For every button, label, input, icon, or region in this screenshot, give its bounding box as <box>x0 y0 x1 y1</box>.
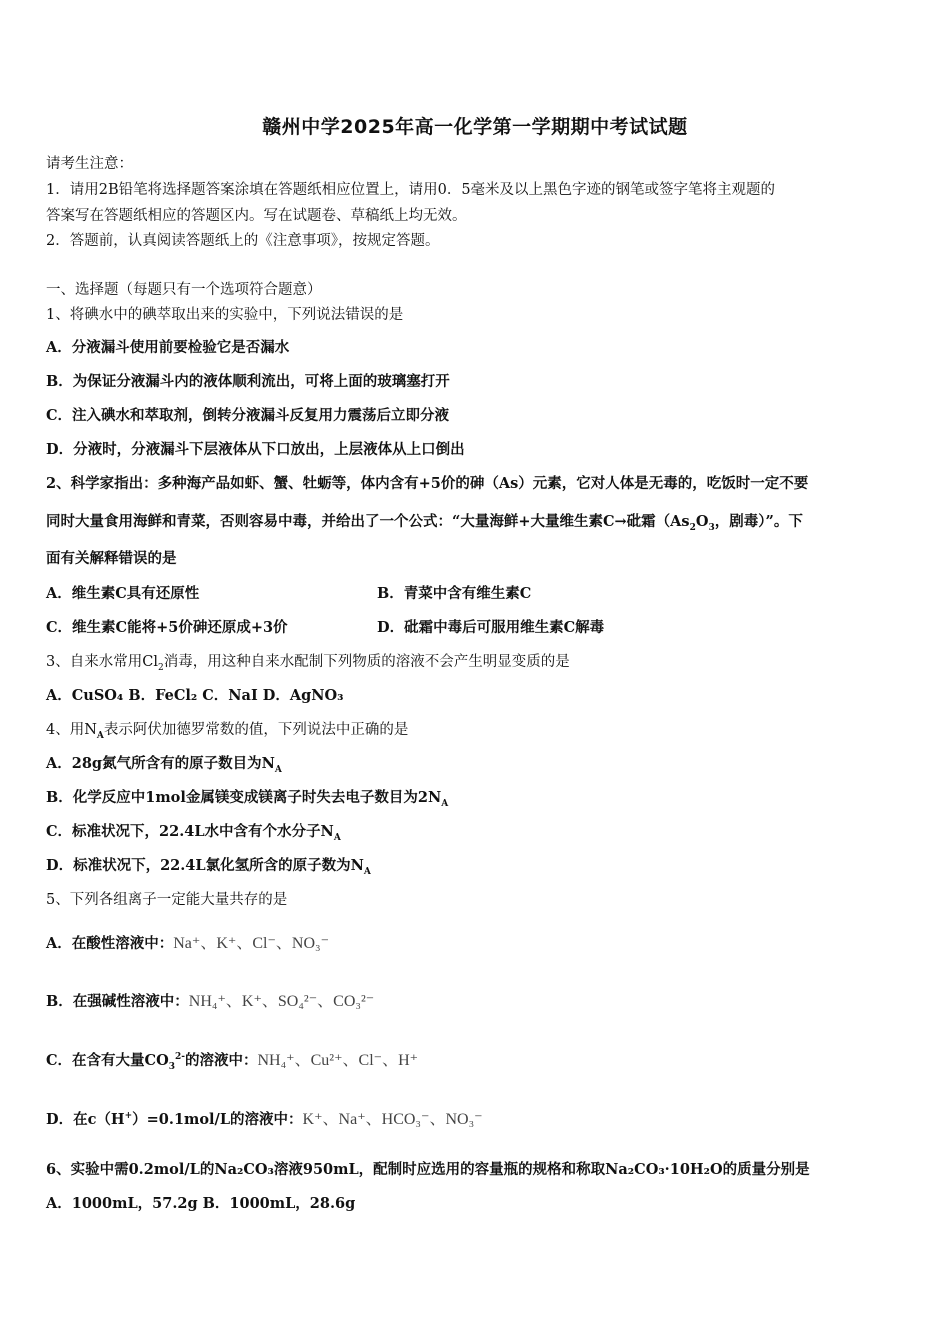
q5-option-b: B．在强碱性溶液中：NH₄⁺、K⁺、SO₄²⁻、CO₃²⁻ <box>46 993 375 1010</box>
q2-stem-line-3: 面有关解释错误的是 <box>46 550 177 567</box>
q3-stem: 3、自来水常用$Cl_2$消毒，用这种自来水配制下列物质的溶液不会产生明显变质的是 <box>46 654 570 673</box>
q5-c-ions: NH₄⁺、Cu²⁺、Cl⁻、H⁺ <box>257 1052 419 1069</box>
q5-option-c: C．在含有大量$CO_3^{2-}$的溶液中：NH₄⁺、Cu²⁺、Cl⁻、H⁺ <box>46 1052 419 1072</box>
page-title: 赣州中学2025年高一化学第一学期期中考试试题 <box>262 116 688 138</box>
q3-options: A．CuSO₄ B．FeCl₂ C．NaI D．AgNO₃ <box>46 687 344 704</box>
q4-option-c: C．标准状况下，22.4L水中含有个水分子$N_A$ <box>46 823 341 843</box>
q5-b-ions: NH₄⁺、K⁺、SO₄²⁻、CO₃²⁻ <box>188 993 375 1010</box>
q5-stem: 5、下列各组离子一定能大量共存的是 <box>46 892 288 908</box>
notice-item-1-line-2: 答案写在答题纸相应的答题区内。写在试题卷、草稿纸上均无效。 <box>46 208 467 224</box>
notice-item-2: 2．答题前，认真阅读答题纸上的《注意事项》，按规定答题。 <box>46 233 440 249</box>
q5-d-ions: K⁺、Na⁺、HCO₃⁻、NO₃⁻ <box>302 1111 483 1128</box>
q4-option-b: B．化学反应中1mol金属镁变成镁离子时失去电子数目为$2N_A$ <box>46 789 449 809</box>
section-heading: 一、选择题（每题只有一个选项符合题意） <box>46 282 322 298</box>
notice-heading: 请考生注意： <box>46 156 133 172</box>
q2-option-d: D．砒霜中毒后可服用维生素C解毒 <box>377 619 605 636</box>
q4-option-d: D．标准状况下，22.4L氯化氢所含的原子数为$N_A$ <box>46 857 371 877</box>
q1-option-b: B．为保证分液漏斗内的液体顺利流出，可将上面的玻璃塞打开 <box>46 373 450 390</box>
q2-stem-line-1: 2、科学家指出：多种海产品如虾、蟹、牡蛎等，体内含有+5价的砷（As）元素，它对人体是无毒的，吃饭时一定不要 <box>46 475 809 492</box>
q5-a-ions: Na⁺、K⁺、Cl⁻、NO₃⁻ <box>173 935 330 952</box>
q2-option-b: B．青菜中含有维生素C <box>377 585 532 602</box>
q4-stem: 4、用$N_A$表示阿伏加德罗常数的值，下列说法中正确的是 <box>46 722 409 741</box>
q4-option-a: A．28g氮气所含有的原子数目为$N_A$ <box>46 755 282 775</box>
q6-options: A．1000mL，57.2g B．1000mL，28.6g <box>46 1195 356 1212</box>
q1-option-d: D．分液时，分液漏斗下层液体从下口放出，上层液体从上口倒出 <box>46 441 465 458</box>
q1-option-c: C．注入碘水和萃取剂，倒转分液漏斗反复用力震荡后立即分液 <box>46 407 450 424</box>
notice-item-1-line-1: 1．请用2B铅笔将选择题答案涂填在答题纸相应位置上，请用0．5毫米及以上黑色字迹的钢笔或签字笔将主观题的 <box>46 182 776 198</box>
q5-option-a: A．在酸性溶液中：Na⁺、K⁺、Cl⁻、NO₃⁻ <box>46 935 330 952</box>
q5-option-d: D．在c（H+）=0.1mol/L的溶液中：K⁺、Na⁺、HCO₃⁻、NO₃⁻ <box>46 1111 483 1128</box>
q6-stem: 6、实验中需0.2mol/L的Na₂CO₃溶液950mL，配制时应选用的容量瓶的规格和称取Na₂CO₃·10H₂O的质量分别是 <box>46 1161 810 1178</box>
q1-stem: 1、将碘水中的碘萃取出来的实验中，下列说法错误的是 <box>46 307 404 323</box>
q1-option-a: A．分液漏斗使用前要检验它是否漏水 <box>46 339 290 356</box>
q2-stem-line-2: 同时大量食用海鲜和青菜，否则容易中毒，并给出了一个公式：“大量海鲜+大量维生素C→砒霜（$As_2O_3$，剧毒）”。下 <box>46 513 803 533</box>
q2-option-a: A．维生素C具有还原性 <box>46 585 200 602</box>
q2-option-c: C．维生素C能将+5价砷还原成+3价 <box>46 619 288 636</box>
